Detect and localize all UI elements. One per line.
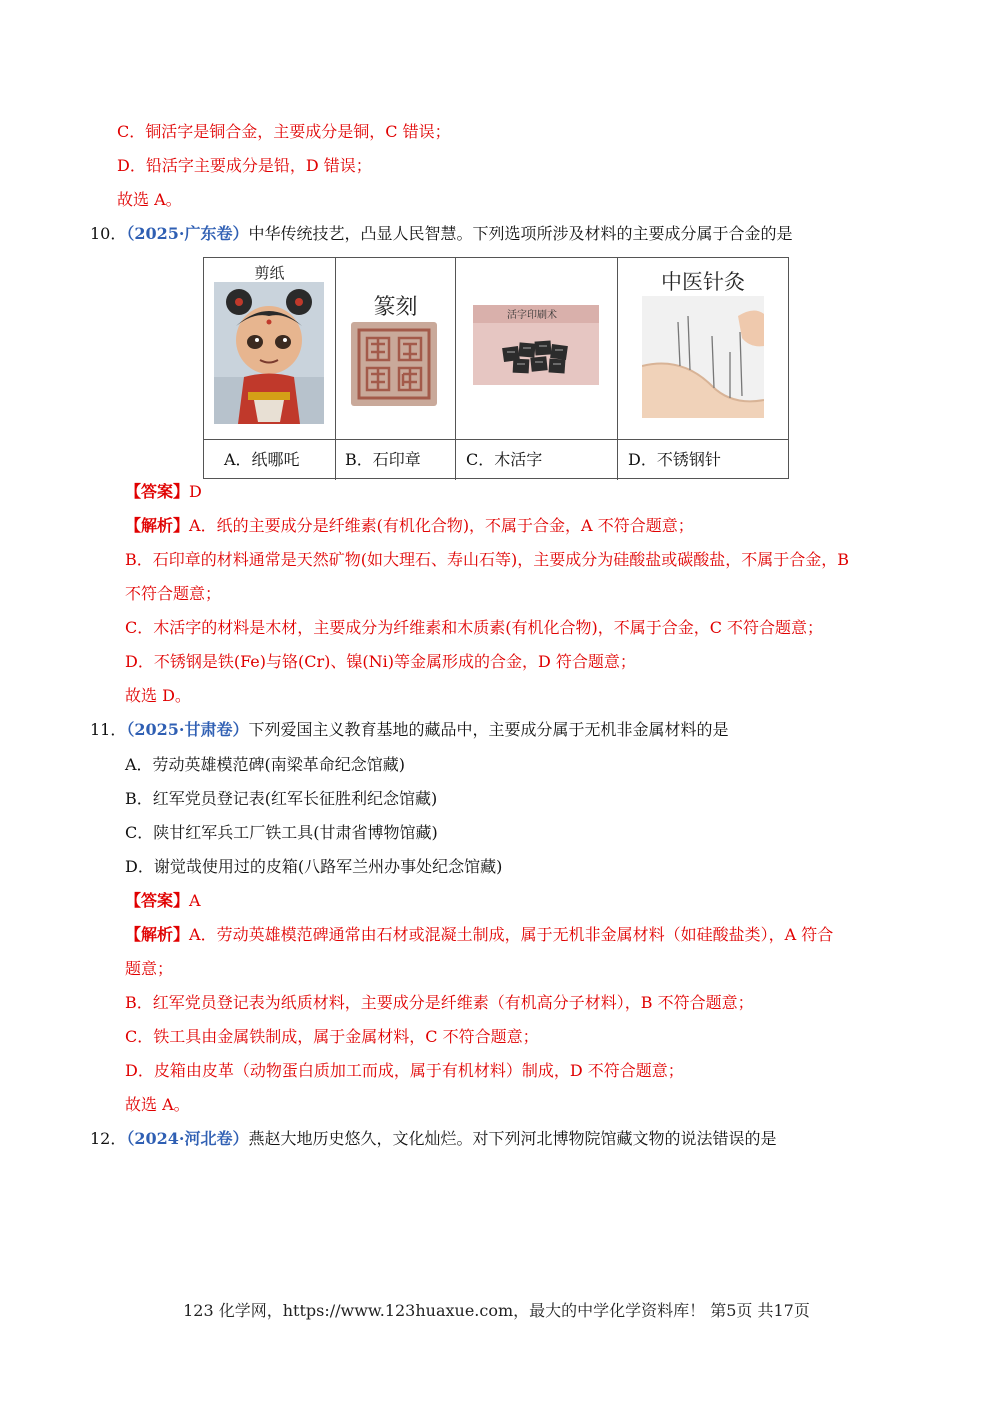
source-tag: （2025·广东卷） <box>126 224 249 243</box>
analysis-line: C．木活字的材料是木材，主要成分为纤维素和木质素(有机化合物)，不属于合金，C 不符合题意； <box>125 618 824 637</box>
answer <box>125 481 202 503</box>
option-b-cell <box>336 258 456 439</box>
analysis-line: C．铁工具由金属铁制成，属于金属材料，C 不符合题意； <box>125 1027 539 1046</box>
answer-value: A <box>189 891 201 910</box>
analysis-label: 【解析】 <box>125 516 190 535</box>
question-number: 11． <box>90 720 127 739</box>
nezha-figure-image <box>214 282 324 424</box>
question-11 <box>90 719 729 741</box>
source-tag: （2024·河北卷） <box>126 1129 249 1148</box>
answer-label: 【答案】 <box>125 891 190 910</box>
analysis-conclusion: 故选 D。 <box>125 686 191 705</box>
option-d: D．谢觉哉使用过的皮箱(八路军兰州办事处纪念馆藏) <box>125 857 503 876</box>
option-b-caption: B．石印章 <box>336 440 456 480</box>
answer <box>125 890 201 912</box>
analysis-line: 【解析】A．纸的主要成分是纤维素(有机化合物)，不属于合金，A 不符合题意； <box>125 516 694 535</box>
analysis-conclusion: 故选 A。 <box>125 1095 190 1114</box>
acupuncture-needles-image <box>642 296 764 418</box>
picture-title: 中医针灸 <box>661 270 745 294</box>
answer-label: 【答案】 <box>125 482 190 501</box>
option-a-caption: A．纸哪吒 <box>204 440 336 480</box>
analysis-line: D．铅活字主要成分是铅，D 错误； <box>117 156 372 175</box>
analysis-line: 不符合题意； <box>125 584 222 603</box>
analysis-line: B．红军党员登记表为纸质材料，主要成分是纤维素（有机高分子材料），B 不符合题意； <box>125 993 754 1012</box>
stone-seal-image <box>351 322 437 406</box>
option-c: C．陕甘红军兵工厂铁工具(甘肃省博物馆藏) <box>125 823 438 842</box>
question-10 <box>90 223 793 245</box>
option-d-caption: D．不锈钢针 <box>628 450 721 469</box>
picture-title: 剪纸 <box>254 264 285 282</box>
answer-value: D <box>189 482 202 501</box>
question-stem: 中华传统技艺，凸显人民智慧。下列选项所涉及材料的主要成分属于合金的是 <box>248 224 793 243</box>
option-a-cell <box>204 258 336 439</box>
analysis-label: 【解析】 <box>125 925 190 944</box>
analysis-line: 【解析】A．劳动英雄模范碑通常由石材或混凝土制成，属于无机非金属材料（如硅酸盐类），A 符合 <box>125 925 834 944</box>
picture-title: 活字印刷术 <box>507 310 557 321</box>
caption-row <box>204 439 788 480</box>
wooden-movable-type-image <box>473 305 599 385</box>
analysis-line: D．不锈钢是铁(Fe)与铬(Cr)、镍(Ni)等金属形成的合金，D 符合题意； <box>125 652 636 671</box>
analysis-conclusion: 故选 A。 <box>117 190 182 209</box>
source-tag: （2025·甘肃卷） <box>126 720 249 739</box>
option-d-cell <box>618 258 789 439</box>
analysis-line: 题意； <box>125 959 174 978</box>
options-picture-table <box>203 257 789 479</box>
question-12 <box>90 1128 777 1150</box>
picture-title: 篆刻 <box>373 295 418 320</box>
option-a: A．劳动英雄模范碑(南梁革命纪念馆藏) <box>125 755 406 774</box>
option-c-cell <box>456 258 618 439</box>
option-c-caption: C．木活字 <box>456 440 618 480</box>
option-b: B．红军党员登记表(红军长征胜利纪念馆藏) <box>125 789 438 808</box>
analysis-line: B．石印章的材料通常是天然矿物(如大理石、寿山石等)，主要成分为硅酸盐或碳酸盐，不属于合金，B <box>125 550 850 569</box>
page-footer: 123 化学网，https://www.123huaxue.com，最大的中学化学资料库！ 第5页 共17页 <box>183 1301 810 1320</box>
analysis-line: D．皮箱由皮革（动物蛋白质加工而成，属于有机材料）制成，D 不符合题意； <box>125 1061 684 1080</box>
analysis-line: C．铜活字是铜合金，主要成分是铜，C 错误； <box>117 122 451 141</box>
question-number: 10． <box>90 224 127 243</box>
question-stem: 燕赵大地历史悠久，文化灿烂。对下列河北博物院馆藏文物的说法错误的是 <box>248 1129 777 1148</box>
question-stem: 下列爱国主义教育基地的藏品中，主要成分属于无机非金属材料的是 <box>248 720 729 739</box>
question-number: 12． <box>90 1129 127 1148</box>
